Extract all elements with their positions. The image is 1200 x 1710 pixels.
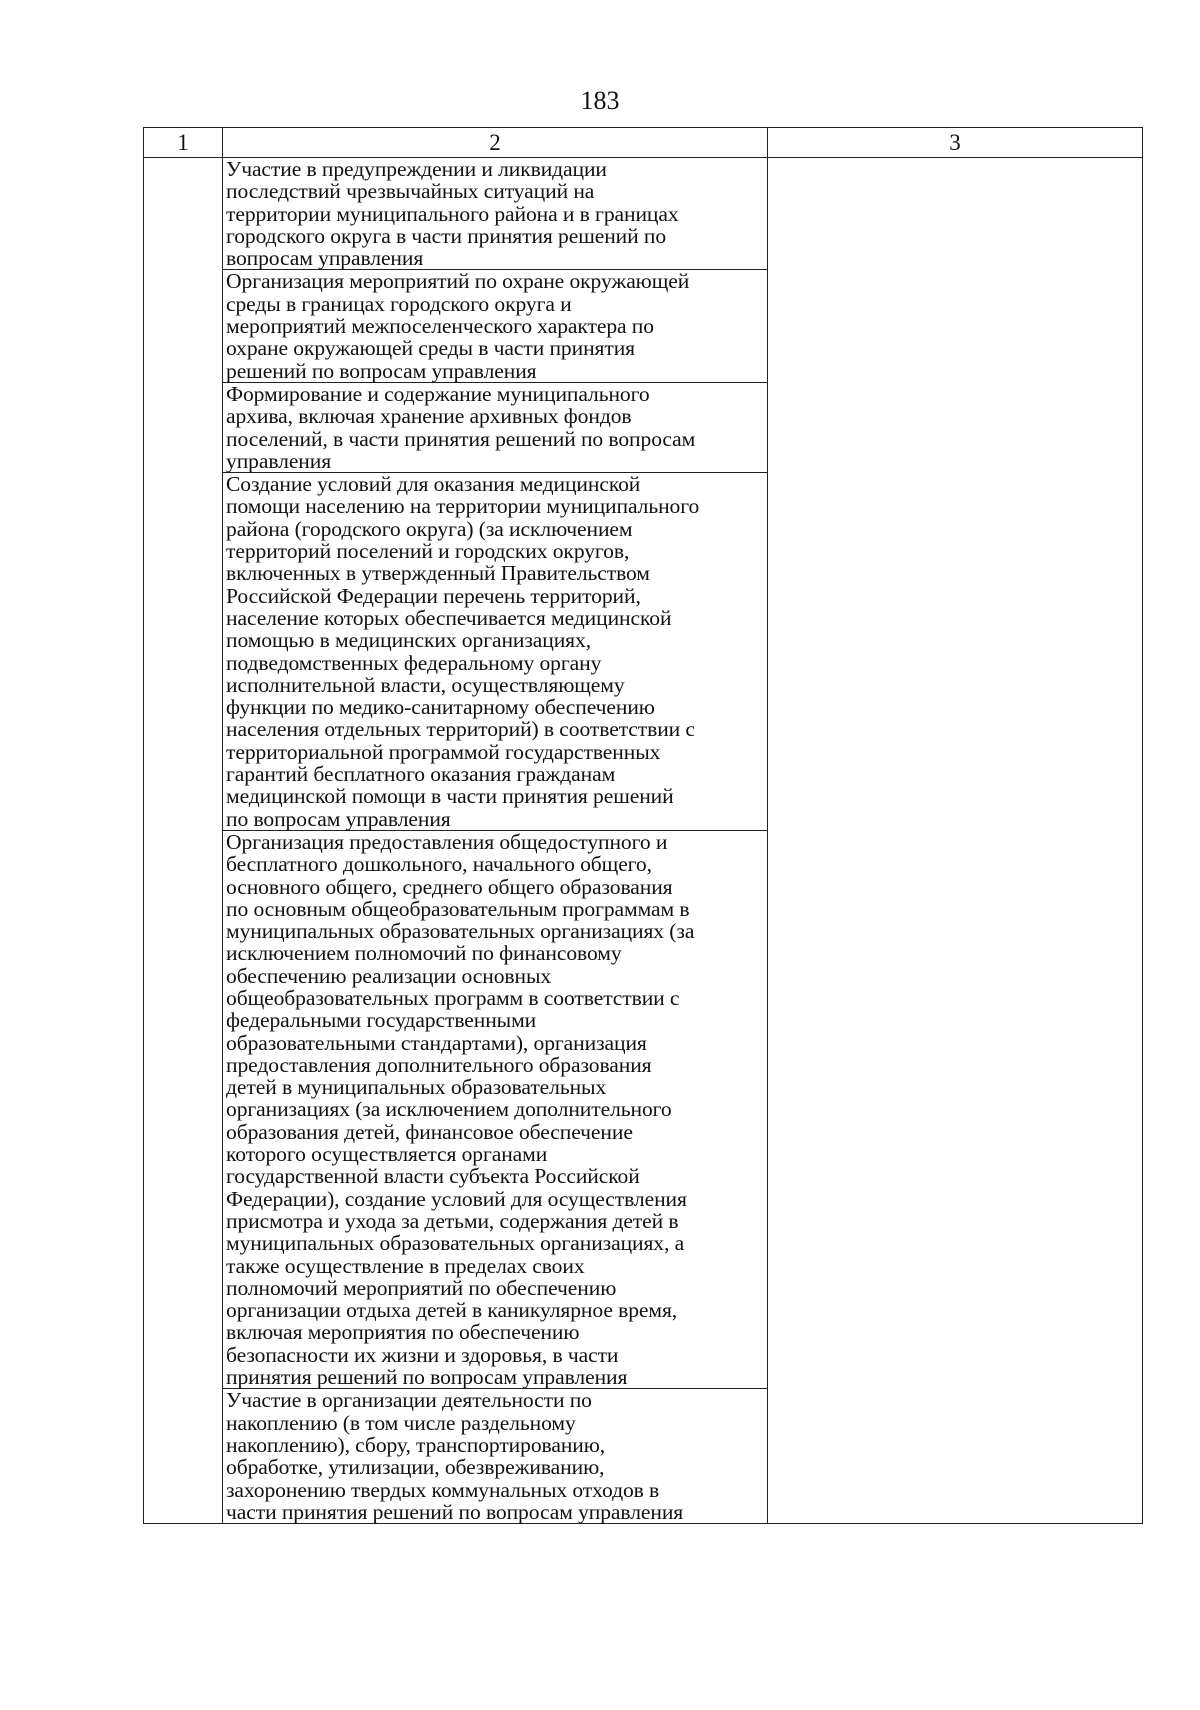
column-2-cell [223, 158, 768, 1524]
page-number: 183 [580, 86, 620, 115]
entry-emergency-situations: Участие в предупреждении и ликвидации последствий чрезвычайных ситуаций на территории муниципального района и в границах городского округа в части принятия решений по вопросам управления [223, 158, 767, 270]
entry-environment-protection: Организация мероприятий по охране окружающей среды в границах городского округа и мероприятий межпоселенческого характера по охране окружающей среды в части принятия решений по вопросам управления [223, 270, 767, 382]
entry-medical-care: Создание условий для оказания медицинской помощи населению на территории муниципального района (городского округа) (за исключением территорий поселений и городских округов, включенных в утвержденный Правительством Российской Федерации перечень территорий, население которых обеспечивается медицинской помощью в медицинских организациях, подведомственных федеральному органу исполнительной власти, осуществляющему функции по медико-санитарному обеспечению населения отдельных территорий) в соответствии с территориальной программой государственных гарантий бесплатного оказания гражданам медицинской помощи в части принятия решений по вопросам управления [223, 473, 767, 831]
column-1-cell [144, 158, 223, 1524]
column-header-1: 1 [144, 128, 223, 158]
column-header-2: 2 [223, 128, 768, 158]
column-3-cell [768, 158, 1143, 1524]
table-header-row [144, 128, 1143, 158]
entry-municipal-archive: Формирование и содержание муниципального архива, включая хранение архивных фондов поселений, в части принятия решений по вопросам управления [223, 383, 767, 473]
table-row [144, 158, 1143, 1524]
column-header-3: 3 [768, 128, 1143, 158]
entry-education: Организация предоставления общедоступного и бесплатного дошкольного, начального общего, основного общего, среднего общего образования по основным общеобразовательным программам в муниципальных образовательных организациях (за исключением полномочий по финансовому обеспечению реализации основных общеобразовательных программ в соответствии с федеральными государственными образовательными стандартами), организация предоставления дополнительного образования детей в муниципальных образовательных организациях (за исключением дополнительного образования детей, финансовое обеспечение которого осуществляется органами государственной власти субъекта Российской Федерации), создание условий для осуществления присмотра и ухода за детьми, содержания детей в муниципальных образовательных организациях, а также осуществление в пределах своих полномочий мероприятий по обеспечению организации отдыха детей в каникулярное время, включая мероприятия по обеспечению безопасности их жизни и здоровья, в части принятия решений по вопросам управления [223, 831, 767, 1389]
document-table [143, 127, 1143, 1524]
entry-waste-management: Участие в организации деятельности по накоплению (в том числе раздельному накоплению), сбору, транспортированию, обработке, утилизации, обезвреживанию, захоронению твердых коммунальных отходов в части принятия решений по вопросам управления [226, 1388, 684, 1524]
